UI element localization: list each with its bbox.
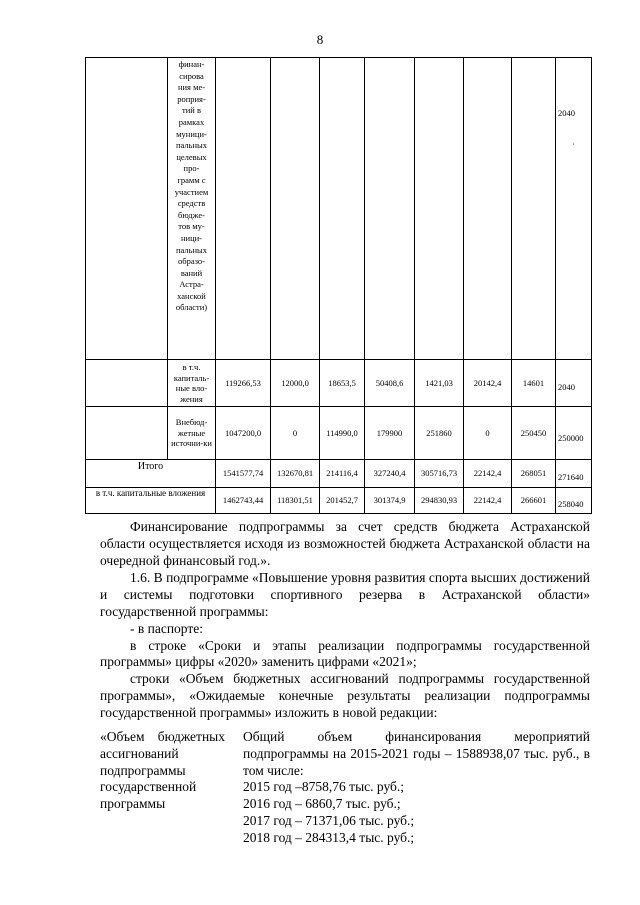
cell-value: 0 xyxy=(464,407,512,460)
cell-value: 50408,6 xyxy=(365,360,415,407)
cell-value: 114990,0 xyxy=(320,407,365,460)
dot-mark: · xyxy=(572,138,575,149)
label-line: грамм с xyxy=(177,174,206,185)
year-line: 2016 год – 6860,7 тыс. руб.; xyxy=(243,796,401,812)
table-cell xyxy=(86,58,168,360)
cell-value: 214116,4 xyxy=(320,460,365,488)
label-line: ници- xyxy=(180,232,203,243)
table-cell xyxy=(86,407,168,460)
cell-value: 1047200,0 xyxy=(216,407,271,460)
cell-value: 327240,4 xyxy=(365,460,415,488)
cell-value: 1421,03 xyxy=(415,360,464,407)
label-line: ханской xyxy=(177,290,206,301)
table-cell xyxy=(365,58,415,360)
label-line: участием xyxy=(174,186,209,197)
label-line: пальных xyxy=(175,244,208,255)
paragraph-passport: - в паспорте: xyxy=(130,620,204,636)
cell-value: 14601 xyxy=(512,360,556,407)
label-line: Астра- xyxy=(179,279,204,290)
body-text xyxy=(100,519,590,722)
label-line: сирова xyxy=(179,70,204,81)
row-label: Внебюд-жетные источни-ки xyxy=(168,407,216,460)
cell-value: 118301,51 xyxy=(271,488,320,514)
table-row xyxy=(86,360,592,407)
table-cell xyxy=(216,58,271,360)
table-cell xyxy=(86,360,168,407)
page-number: 8 xyxy=(316,32,324,47)
label-line: области) xyxy=(175,302,208,313)
label-line: пальных xyxy=(175,140,208,151)
cell-value: 1462743,44 xyxy=(216,488,271,514)
label-line: образо- xyxy=(178,256,205,267)
cell-value: 250450 xyxy=(512,407,556,460)
cell-value: 301374,9 xyxy=(365,488,415,514)
label-line: муници- xyxy=(176,128,207,139)
cell-value: 201452,7 xyxy=(320,488,365,514)
year-line: 2015 год –8758,76 тыс. руб.; xyxy=(243,779,405,795)
cell-value: 294830,93 xyxy=(415,488,464,514)
label-line: тий в xyxy=(182,105,201,116)
table-cell xyxy=(320,58,365,360)
label-line: целевых xyxy=(176,151,207,162)
passport-row-title: «Объем бюджетных ассигнований подпрограммы государственной программы xyxy=(100,729,225,812)
row-label: Итого xyxy=(86,460,216,488)
label-line: бюдже- xyxy=(178,209,205,220)
cell-value: 20142,4 xyxy=(464,360,512,407)
paragraph-new-edition: строки «Объем бюджетных ассигнований подпрограммы государственной программы», «Ожидаемые конечные результаты реализации подпрограммы государственной программы» изложить в новой редакции: xyxy=(100,671,590,720)
cell-value: 12000,0 xyxy=(271,360,320,407)
cell-value: 2040 xyxy=(558,108,575,118)
financing-table xyxy=(85,57,592,514)
table-cell xyxy=(556,58,592,360)
label-line: ния ме- xyxy=(177,82,206,93)
year-line: 2017 год – 71371,06 тыс. руб.; xyxy=(243,812,415,828)
cell-value: 268051 xyxy=(512,460,556,488)
passport-intro: Общий объем финансирования мероприятий подпрограммы на 2015-2021 годы – 1588938,07 тыс. руб., в том числе: xyxy=(243,729,590,778)
cell-value: 119266,53 xyxy=(216,360,271,407)
cell-value: 251860 xyxy=(415,407,464,460)
paragraph-financing-source: Финансирование подпрограммы за счет средств бюджета Астраханской области осуществляется исходя из возможностей бюджета Астраханской области на очередной финансовый год.». xyxy=(100,519,590,568)
cell-value: 1541577,74 xyxy=(216,460,271,488)
table-row xyxy=(86,488,592,514)
row-label: в т.ч. капитальные вложения xyxy=(86,488,216,514)
cell-value: 2040 xyxy=(556,360,592,407)
cell-value: 250000 xyxy=(556,407,592,460)
table-row xyxy=(86,407,592,460)
label-line: про- xyxy=(183,163,200,174)
label-line: тов му- xyxy=(178,221,205,232)
table-row xyxy=(86,58,592,360)
cell-value: 305716,73 xyxy=(415,460,464,488)
cell-value: 179900 xyxy=(365,407,415,460)
table-row xyxy=(86,460,592,488)
cell-value: 271640 xyxy=(556,460,592,488)
label-line: рамках xyxy=(178,116,205,127)
row-label: в т.ч. капиталь-ные вло-жения xyxy=(168,360,216,407)
cell-value: 132670,81 xyxy=(271,460,320,488)
cell-value: 266601 xyxy=(512,488,556,514)
table-cell xyxy=(271,58,320,360)
cell-value: 258040 xyxy=(556,488,592,514)
label-line: ваний xyxy=(180,267,203,278)
cell-value: 18653,5 xyxy=(320,360,365,407)
table-cell xyxy=(415,58,464,360)
cell-value: 0 xyxy=(271,407,320,460)
cell-value: 22142,4 xyxy=(464,488,512,514)
label-line: роприя- xyxy=(177,93,206,104)
year-line: 2018 год – 284313,4 тыс. руб.; xyxy=(243,829,415,845)
table-cell xyxy=(464,58,512,360)
cell-value: 22142,4 xyxy=(464,460,512,488)
program-label-cell xyxy=(168,58,216,360)
label-line: средств xyxy=(177,198,206,209)
paragraph-subprogram-1-6: 1.6. В подпрограмме «Повышение уровня развития спорта высших достижений и системы подготовки спортивного резерва в Астраханской области» государственной программы: xyxy=(100,570,590,619)
label-line: финан- xyxy=(178,59,205,69)
table-cell xyxy=(512,58,556,360)
paragraph-stages: в строке «Сроки и этапы реализации подпрограммы государственной программы» цифры «2020» заменить цифрами «2021»; xyxy=(100,637,590,670)
passport-row-content xyxy=(243,729,590,847)
